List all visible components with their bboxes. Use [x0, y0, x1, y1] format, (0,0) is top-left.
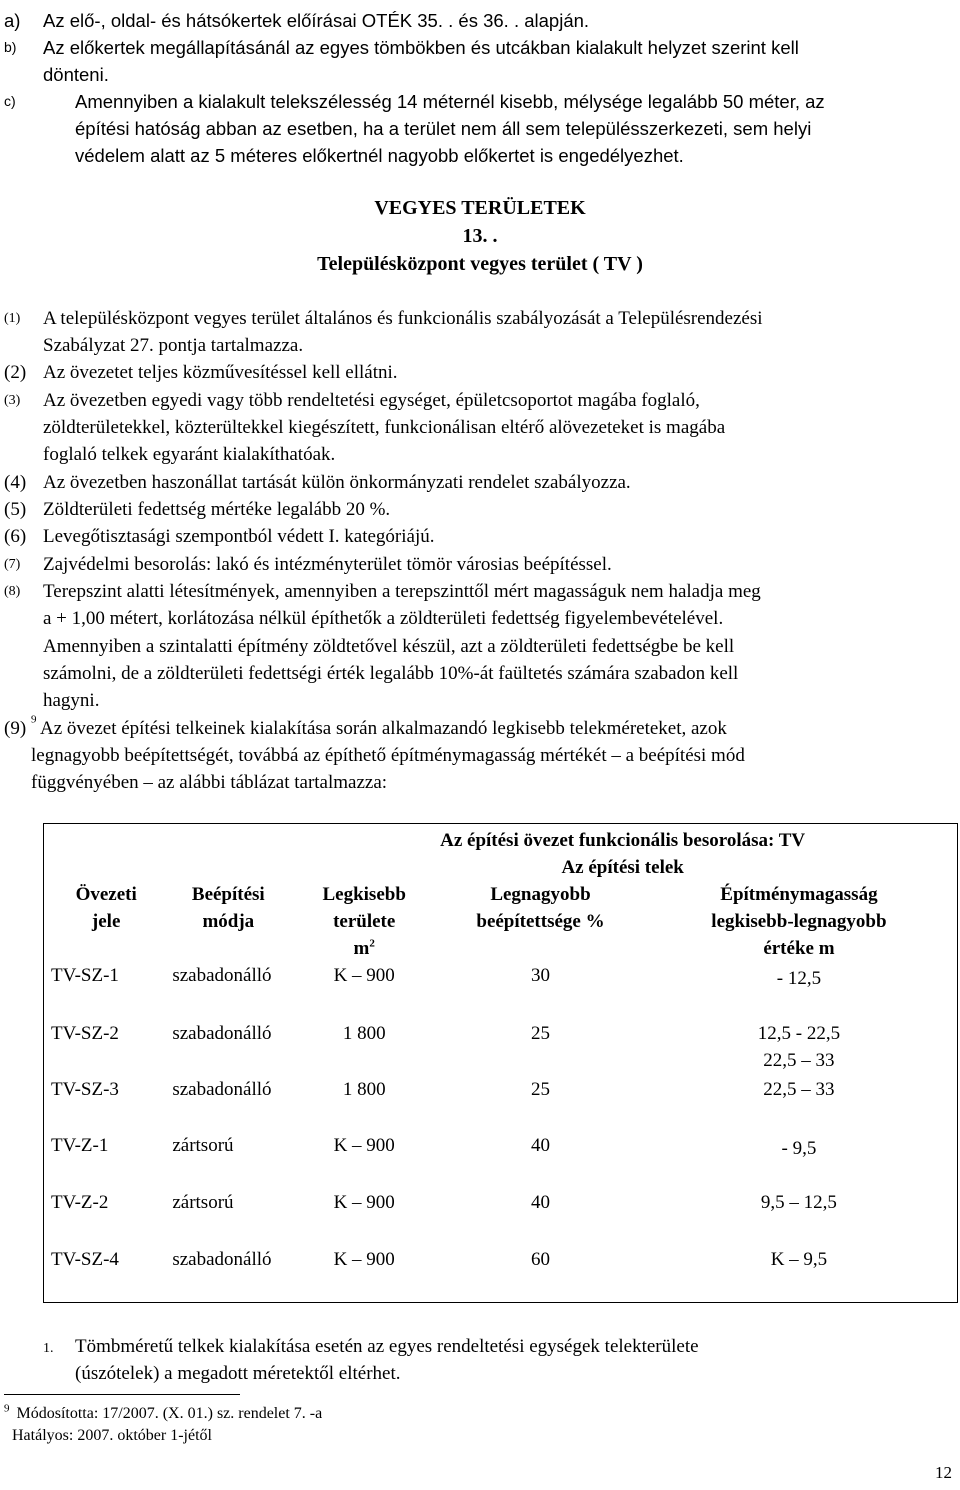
- footnote-separator: [4, 1394, 240, 1395]
- paragraph-line: zöldterületekkel, közterültekkel kiegészített, funkcionálisan eltérő alövezeteket is magába: [43, 417, 726, 438]
- cell-code: TV-SZ-2: [51, 1023, 119, 1044]
- cell-code: TV-SZ-3: [51, 1079, 119, 1100]
- paragraph-line: Szabályzat 27. pontja tartalmazza.: [43, 335, 304, 356]
- paragraph-line: Az övezetben egyedi vagy több rendeltetési egységet, épületcsoportot magába foglaló,: [43, 390, 700, 411]
- cell-mode: zártsorú: [172, 1192, 234, 1213]
- paragraph-number: (8): [4, 584, 21, 599]
- item-c-line: védelem alatt az 5 méteres előkertnél nagyobb előkertet is engedélyezhet.: [75, 145, 684, 166]
- paragraph-line: Amennyiben a szintalatti építmény zöldtetővel készül, azt a zöldterületi fedettségbe be kell: [43, 636, 735, 657]
- footnote: [4, 1404, 322, 1424]
- cell-coverage: 40: [530, 1192, 550, 1213]
- cell-code: TV-SZ-4: [51, 1249, 119, 1270]
- paragraph-number: (2): [4, 362, 27, 383]
- paragraph-line: hagyni.: [43, 690, 100, 711]
- paragraph-line: a + 1,00 métert, korlátozása nélkül építhetők a zöldterületi fedettség figyelembevételével.: [43, 608, 724, 629]
- cell-area: 1 800: [342, 1079, 386, 1100]
- note-line: Tömbméretű telkek kialakítása esetén az egyes rendeltetési egységek telekterülete: [75, 1336, 699, 1357]
- header-mode: Beépítési módja: [191, 884, 265, 932]
- paragraph-line: Az övezetet teljes közművesítéssel kell ellátni.: [43, 362, 398, 383]
- item-c-marker: c): [4, 93, 16, 109]
- note-number: 1.: [43, 1341, 54, 1356]
- paragraph-line: Az övezetben haszonállat tartását külön önkormányzati rendelet szabályozza.: [43, 472, 631, 493]
- header-min-area: Legkisebb területe $m^2$: [322, 884, 406, 959]
- footnote-reference: 9: [31, 713, 37, 726]
- paragraph-line: Terepszint alatti létesítmények, amennyiben a terepszinttől mért magasságuk nem haladja meg: [43, 581, 761, 602]
- item-b-marker: b): [4, 39, 17, 55]
- cell-mode: szabadonálló: [172, 1249, 272, 1270]
- note-line: (úszótelek) a megadott méretektől eltérhet.: [75, 1363, 401, 1384]
- footnote-mark: 9: [4, 1402, 10, 1415]
- cell-code: TV-Z-2: [51, 1192, 109, 1213]
- item-c-line: építési hatóság abban az esetben, ha a terület nem áll sem településszerkezeti, sem helyi: [75, 118, 812, 139]
- cell-area: K – 900: [333, 1192, 395, 1213]
- paragraph-line: foglaló telkek egyaránt kialakíthatóak.: [43, 444, 336, 465]
- table-row: [44, 1076, 958, 1132]
- page-number: 12: [935, 1463, 952, 1482]
- paragraph-line: függvényében – az alábbi táblázat tartalmazza:: [31, 772, 388, 793]
- cell-height: 9,5 – 12,5: [760, 1192, 837, 1213]
- item-a-marker: a): [4, 10, 21, 31]
- footnote-line: Hatályos: 2007. október 1-jétől: [12, 1427, 212, 1444]
- cell-code: TV-Z-1: [51, 1135, 109, 1156]
- footnote-line: Módosította: 17/2007. (X. 01.) sz. rendelet 7. -a: [16, 1405, 323, 1422]
- cell-height: 12,5 - 22,5 22,5 – 33: [757, 1023, 841, 1071]
- paragraph-number: (5): [4, 499, 27, 520]
- cell-height: - 9,5: [781, 1138, 817, 1159]
- paragraph-line: Zöldterületi fedettség mértéke legalább 20 %.: [43, 499, 391, 520]
- item-b-line: Az előkertek megállapításánál az egyes tömbökben és utcákban kialakult helyzet szerint kell: [43, 37, 799, 58]
- header-max-coverage: Legnagyobb beépítettsége %: [476, 884, 605, 932]
- cell-area: 1 800: [342, 1023, 386, 1044]
- cell-mode: zártsorú: [172, 1135, 234, 1156]
- table-row: [44, 962, 958, 1020]
- cell-height: K – 9,5: [770, 1249, 828, 1270]
- table-subtitle: Az építési telek: [561, 857, 684, 878]
- cell-coverage: 60: [530, 1249, 550, 1270]
- cell-coverage: 30: [530, 965, 550, 986]
- cell-mode: szabadonálló: [172, 1023, 272, 1044]
- item-c-line: Amennyiben a kialakult telekszélesség 14 méternél kisebb, mélysége legalább 50 méter, az: [75, 91, 825, 112]
- paragraph-number: (9): [4, 718, 27, 739]
- paragraph-line: Zajvédelmi besorolás: lakó és intézményterület tömör városias beépítéssel.: [43, 554, 612, 575]
- zoning-table: [43, 823, 958, 1303]
- cell-area: K – 900: [333, 1249, 395, 1270]
- table-row: [44, 1246, 958, 1302]
- cell-height: - 12,5: [776, 968, 822, 989]
- cell-coverage: 40: [530, 1135, 550, 1156]
- paragraph-number: (4): [4, 472, 27, 493]
- item-b-line: dönteni.: [43, 64, 109, 85]
- section-number: 13. .: [462, 225, 498, 247]
- paragraph-line: Levegőtisztasági szempontból védett I. kategóriájú.: [43, 526, 435, 547]
- paragraph-number: (1): [4, 311, 21, 326]
- table-row: [44, 1132, 958, 1189]
- cell-mode: szabadonálló: [172, 965, 272, 986]
- paragraph-number: (3): [4, 393, 21, 408]
- cell-mode: szabadonálló: [172, 1079, 272, 1100]
- cell-area: K – 900: [333, 965, 395, 986]
- paragraph-number: (6): [4, 526, 27, 547]
- section-heading: VEGYES TERÜLETEK: [374, 197, 586, 219]
- item-a-text: Az elő-, oldal- és hátsókertek előírásai OTÉK 35. . és 36. . alapján.: [43, 10, 590, 31]
- table-row: [44, 1020, 958, 1076]
- table-title: Az építési övezet funkcionális besorolása: TV: [440, 830, 806, 851]
- section-title: Településközpont vegyes terület ( TV ): [317, 253, 643, 275]
- paragraph-line: legnagyobb beépítettségét, továbbá az építhető építménymagasság mértékét – a beépítési mód: [31, 745, 745, 766]
- header-height: Építménymagasság legkisebb-legnagyobb értéke m: [711, 884, 887, 959]
- table-row: [44, 1189, 958, 1246]
- cell-height: 22,5 – 33: [763, 1079, 835, 1100]
- cell-coverage: 25: [530, 1023, 550, 1044]
- cell-area: K – 900: [333, 1135, 395, 1156]
- paragraph-line: számolni, de a zöldterületi fedettségi érték legalább 10%-át faültetés számára szabadon kell: [43, 663, 739, 684]
- paragraph-number: (7): [4, 557, 21, 572]
- paragraph-line: A településközpont vegyes terület általános és funkcionális szabályozását a Településrendezési: [43, 308, 763, 329]
- cell-coverage: 25: [530, 1079, 550, 1100]
- header-code: Övezeti jele: [75, 884, 137, 932]
- paragraph-line: Az övezet építési telkeinek kialakítása során alkalmazandó legkisebb telekméreteket, azok: [40, 718, 727, 739]
- cell-code: TV-SZ-1: [51, 965, 119, 986]
